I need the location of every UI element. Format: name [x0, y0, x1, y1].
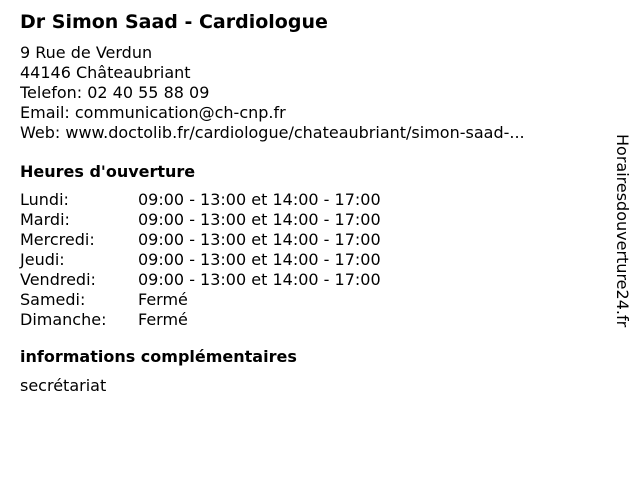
time-range: Fermé: [138, 310, 188, 329]
opening-hours-table: [20, 190, 600, 330]
time-range: 09:00 - 13:00 et 14:00 - 17:00: [138, 270, 381, 289]
day-label: Mercredi:: [20, 230, 95, 249]
phone-text: Telefon: 02 40 55 88 09: [20, 83, 210, 102]
watermark-vertical-text: Horairesdouverture24.fr: [613, 134, 632, 328]
hours-row-sunday: [20, 310, 600, 330]
hours-row-friday: [20, 270, 600, 290]
additional-info-text: secrétariat: [20, 376, 107, 395]
additional-info-heading: informations complémentaires: [20, 347, 297, 366]
address-city: 44146 Châteaubriant: [20, 63, 191, 82]
time-range: 09:00 - 13:00 et 14:00 - 17:00: [138, 250, 381, 269]
address-street: 9 Rue de Verdun: [20, 43, 153, 62]
email-text: Email: communication@ch-cnp.fr: [20, 103, 286, 122]
day-label: Dimanche:: [20, 310, 107, 329]
page-title: Dr Simon Saad - Cardiologue: [20, 11, 328, 33]
business-card: [20, 9, 600, 396]
time-range: 09:00 - 13:00 et 14:00 - 17:00: [138, 190, 381, 209]
day-label: Samedi:: [20, 290, 86, 309]
day-label: Jeudi:: [20, 250, 65, 269]
time-range: 09:00 - 13:00 et 14:00 - 17:00: [138, 210, 381, 229]
hours-row-thursday: [20, 250, 600, 270]
time-range: 09:00 - 13:00 et 14:00 - 17:00: [138, 230, 381, 249]
opening-hours-heading: Heures d'ouverture: [20, 162, 196, 181]
contact-block: [20, 43, 600, 143]
day-label: Mardi:: [20, 210, 70, 229]
time-range: Fermé: [138, 290, 188, 309]
hours-row-wednesday: [20, 230, 600, 250]
day-label: Lundi:: [20, 190, 69, 209]
website-text: Web: www.doctolib.fr/cardiologue/chateaubriant/simon-saad-...: [20, 123, 525, 142]
hours-row-saturday: [20, 290, 600, 310]
hours-row-monday: [20, 190, 600, 210]
hours-row-tuesday: [20, 210, 600, 230]
day-label: Vendredi:: [20, 270, 96, 289]
